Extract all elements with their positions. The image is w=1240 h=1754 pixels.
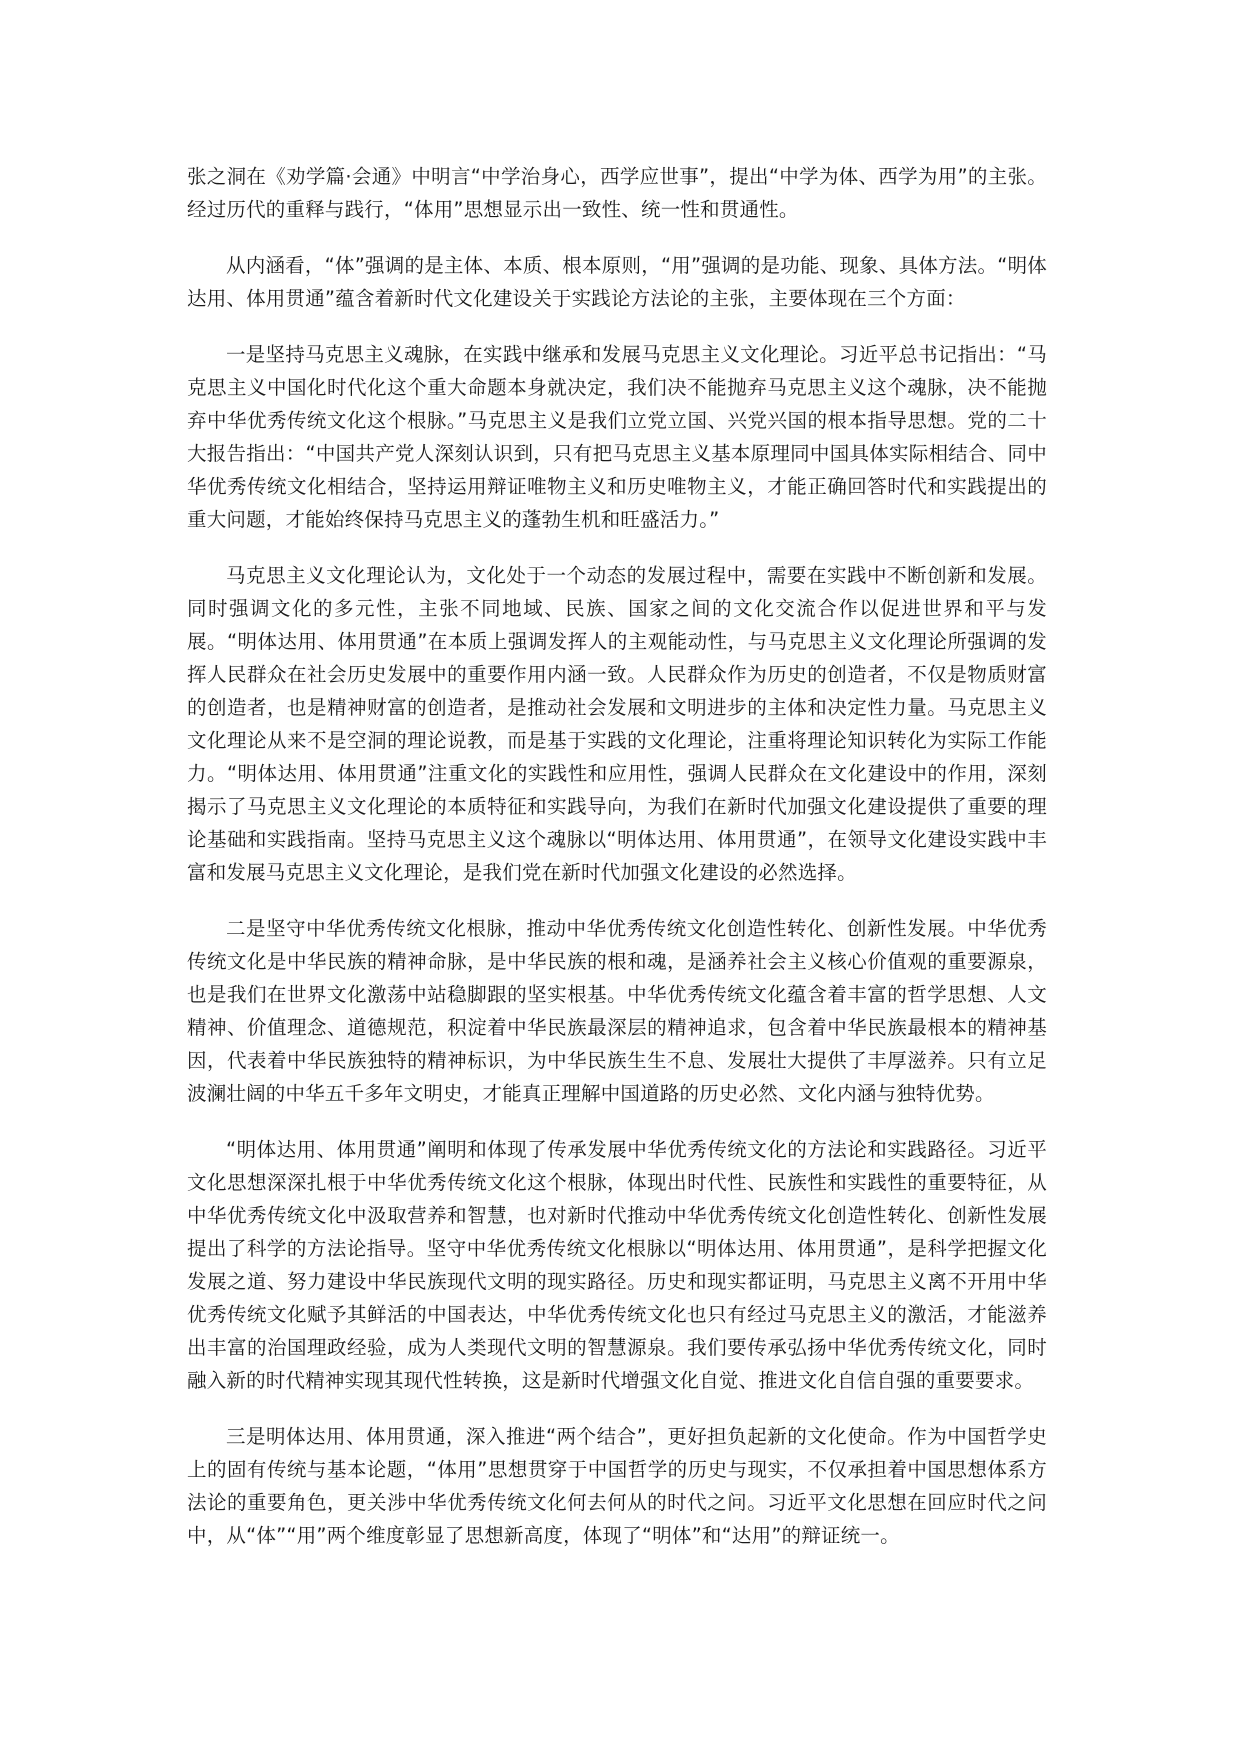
paragraph-3: 一是坚持马克思主义魂脉，在实践中继承和发展马克思主义文化理论。习近平总书记指出：“马克思主义中国化时代化这个重大命题本身就决定，我们决不能抛弃马克思主义这个魂脉，决不能抛弃中华优秀传统文化这个根脉。”马克思主义是我们立党立国、兴党兴国的根本指导思想。党的二十大报告指出：“中国共产党人深刻认识到，只有把马克思主义基本原理同中国具体实际相结合、同中华优秀传统文化相结合，坚持运用辩证唯物主义和历史唯物主义，才能正确回答时代和实践提出的重大问题，才能始终保持马克思主义的蓬勃生机和旺盛活力。” [187, 343, 1047, 531]
paragraph-2: 从内涵看，“体”强调的是主体、本质、根本原则，“用”强调的是功能、现象、具体方法。“明体达用、体用贯通”蕴含着新时代文化建设关于实践论方法论的主张，主要体现在三个方面： [187, 254, 1047, 310]
paragraph-5: 二是坚守中华优秀传统文化根脉，推动中华优秀传统文化创造性转化、创新性发展。中华优秀传统文化是中华民族的精神命脉，是中华民族的根和魂，是涵养社会主义核心价值观的重要源泉，也是我们在世界文化激荡中站稳脚跟的坚实根基。中华优秀传统文化蕴含着丰富的哲学思想、人文精神、价值理念、道德规范，积淀着中华民族最深层的精神追求，包含着中华民族最根本的精神基因，代表着中华民族独特的精神标识，为中华民族生生不息、发展壮大提供了丰厚滋养。只有立足波澜壮阔的中华五千多年文明史，才能真正理解中国道路的历史必然、文化内涵与独特优势。 [187, 917, 1047, 1105]
document-body [187, 160, 1047, 1575]
paragraph-7: 三是明体达用、体用贯通，深入推进“两个结合”，更好担负起新的文化使命。作为中国哲学史上的固有传统与基本论题，“体用”思想贯穿于中国哲学的历史与现实，不仅承担着中国思想体系方法论的重要角色，更关涉中华优秀传统文化何去何从的时代之问。习近平文化思想在回应时代之问中，从“体”“用”两个维度彰显了思想新高度，体现了“明体”和“达用”的辩证统一。 [187, 1425, 1047, 1547]
paragraph-4: 马克思主义文化理论认为，文化处于一个动态的发展过程中，需要在实践中不断创新和发展。同时强调文化的多元性，主张不同地域、民族、国家之间的文化交流合作以促进世界和平与发展。“明体达用、体用贯通”在本质上强调发挥人的主观能动性，与马克思主义文化理论所强调的发挥人民群众在社会历史发展中的重要作用内涵一致。人民群众作为历史的创造者，不仅是物质财富的创造者，也是精神财富的创造者，是推动社会发展和文明进步的主体和决定性力量。马克思主义文化理论从来不是空洞的理论说教，而是基于实践的文化理论，注重将理论知识转化为实际工作能力。“明体达用、体用贯通”注重文化的实践性和应用性，强调人民群众在文化建设中的作用，深刻揭示了马克思主义文化理论的本质特征和实践导向，为我们在新时代加强文化建设提供了重要的理论基础和实践指南。坚持马克思主义这个魂脉以“明体达用、体用贯通”，在领导文化建设实践中丰富和发展马克思主义文化理论，是我们党在新时代加强文化建设的必然选择。 [187, 564, 1047, 884]
paragraph-1: 张之洞在《劝学篇·会通》中明言“中学治身心，西学应世事”，提出“中学为体、西学为用”的主张。经过历代的重释与践行，“体用”思想显示出一致性、统一性和贯通性。 [187, 165, 1047, 221]
paragraph-6: “明体达用、体用贯通”阐明和体现了传承发展中华优秀传统文化的方法论和实践路径。习近平文化思想深深扎根于中华优秀传统文化这个根脉，体现出时代性、民族性和实践性的重要特征，从中华优秀传统文化中汲取营养和智慧，也对新时代推动中华优秀传统文化创造性转化、创新性发展提出了科学的方法论指导。坚守中华优秀传统文化根脉以“明体达用、体用贯通”，是科学把握文化发展之道、努力建设中华民族现代文明的现实路径。历史和现实都证明，马克思主义离不开用中华优秀传统文化赋予其鲜活的中国表达，中华优秀传统文化也只有经过马克思主义的激活，才能滋养出丰富的治国理政经验，成为人类现代文明的智慧源泉。我们要传承弘扬中华优秀传统文化，同时融入新的时代精神实现其现代性转换，这是新时代增强文化自觉、推进文化自信自强的重要要求。 [187, 1138, 1047, 1392]
